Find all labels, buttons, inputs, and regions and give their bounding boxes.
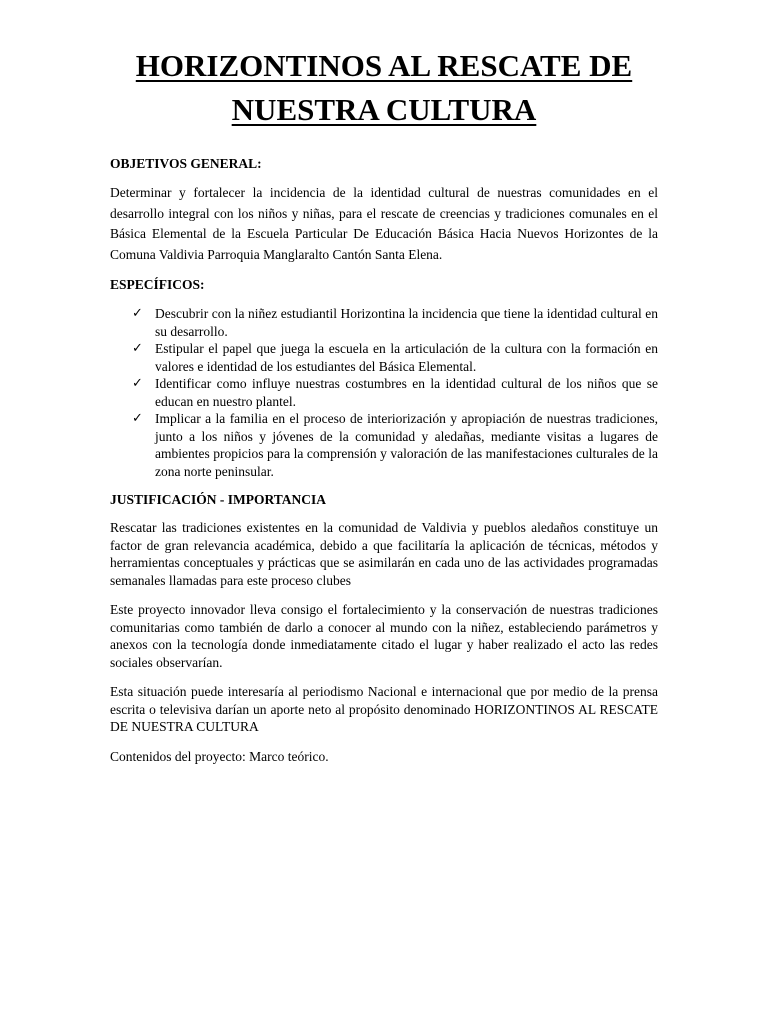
justificacion-heading: JUSTIFICACIÓN - IMPORTANCIA: [110, 492, 327, 507]
justificacion-paragraph: Rescatar las tradiciones existentes en la comunidad de Valdivia y pueblos aledaños constituye un factor de gran relevancia académica, debido a que facilitaría la aplicación de técnicas, métodos y herramientas conceptuales y prácticas que se asimilarán en cada uno de las actividades programadas semanales llamadas para este proceso clubes: [110, 520, 658, 588]
check-icon: ✓: [132, 306, 143, 321]
check-icon: ✓: [132, 411, 143, 426]
check-icon: ✓: [132, 376, 143, 391]
list-item: [110, 375, 658, 410]
objetivos-general-text: Determinar y fortalecer la incidencia de la identidad cultural de nuestras comunidades en el desarrollo integral con los niños y niñas, para el rescate de creencias y tradiciones comunales en el Básica Elemental de la Escuela Particular De Educación Básica Hacia Nuevos Horizontes de la Comuna Valdivia Parroquia Manglaralto Cantón Santa Elena.: [110, 185, 658, 262]
list-item: [110, 305, 658, 340]
especificos-list: [110, 305, 658, 480]
document-title: HORIZONTINOS AL RESCATE DE NUESTRA CULTURA: [135, 48, 633, 127]
list-item-text: Estipular el papel que juega la escuela en la articulación de la cultura con la formación en valores e identidad de los estudiantes del Básica Elemental.: [155, 341, 658, 374]
list-item: [110, 340, 658, 375]
list-item: [110, 410, 658, 480]
especificos-heading: ESPECÍFICOS:: [110, 277, 205, 292]
list-item-text: Descubrir con la niñez estudiantil Horizontina la incidencia que tiene la identidad cultural en su desarrollo.: [155, 306, 658, 339]
check-icon: ✓: [132, 341, 143, 356]
justificacion-paragraph: Este proyecto innovador lleva consigo el fortalecimiento y la conservación de nuestras tradiciones comunitarias como también de darlo a conocer al mundo con la niñez, estableciendo parámetros y anexos con la tecnología donde inmediatamente citado el lugar y haber realizado el acto las redes sociales observarían.: [110, 602, 658, 670]
list-item-text: Implicar a la familia en el proceso de interiorización y apropiación de nuestras tradiciones, junto a los niños y jóvenes de la comunidad y aledañas, mediante visitas a lugares de ambientes propicios para la comprensión y valoración de las manifestaciones culturales de la zona norte peninsular.: [155, 411, 658, 479]
justificacion-paragraph: Esta situación puede interesaría al periodismo Nacional e internacional que por medio de la prensa escrita o televisiva darían un aporte neto al propósito denominado HORIZONTINOS AL RESCATE DE NUESTRA CULTURA: [110, 684, 658, 734]
contenidos-line: Contenidos del proyecto: Marco teórico.: [110, 748, 329, 764]
list-item-text: Identificar como influye nuestras costumbres en la identidad cultural de los niños que se educan en nuestro plantel.: [155, 376, 658, 409]
objetivos-general-heading: OBJETIVOS GENERAL:: [110, 156, 262, 171]
